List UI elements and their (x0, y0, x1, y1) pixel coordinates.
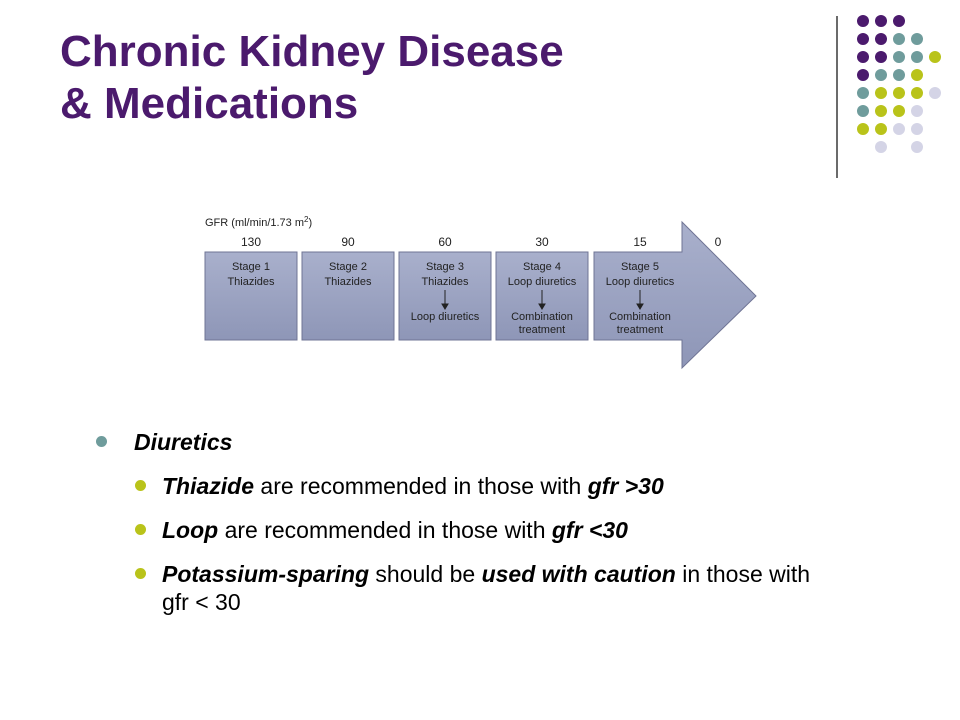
body-text: are recommended in those with (254, 473, 588, 499)
gfr-tick-3: 60 (438, 235, 452, 249)
gfr-tick-2: 90 (341, 235, 355, 249)
stage-4-after-2: treatment (518, 324, 566, 336)
gfr-tick-4: 30 (535, 235, 549, 249)
body-text: in those with gfr < 30 (162, 561, 811, 615)
bold-term: used with caution (481, 561, 676, 587)
stage-5-after-1: Combination (609, 311, 671, 323)
gfr-tick-5: 15 (633, 235, 647, 249)
gfr-axis-close: ) (308, 217, 313, 229)
stage-2-drug: Thiazides (324, 276, 372, 288)
bold-term: Thiazide (162, 473, 255, 499)
title-line-1: Chronic Kidney Disease (60, 27, 564, 76)
gfr-axis-label: GFR (ml/min/1.73 m (205, 217, 305, 229)
bullet-item-potassium (132, 560, 896, 616)
bullet-dot-icon (135, 524, 146, 535)
body-text: should be (369, 561, 482, 587)
bold-term: gfr <30 (551, 517, 628, 543)
bold-term: Loop (162, 517, 219, 543)
stage-4-after-1: Combination (511, 311, 573, 323)
stage-5-drug: Loop diuretics (605, 276, 675, 288)
bold-term: Potassium-sparing (162, 561, 370, 587)
stage-4-drug: Loop diuretics (507, 276, 577, 288)
stage-5-name: Stage 5 (621, 261, 659, 273)
stage-3-drug: Thiazides (421, 276, 469, 288)
stage-2-name: Stage 2 (329, 261, 367, 273)
stage-3-name: Stage 3 (426, 261, 464, 273)
gfr-axis-sup: 2 (304, 215, 309, 224)
svg-text:GFR (ml/min/1.73 m2) (205, 215, 312, 229)
ckd-stage-diagram (200, 212, 760, 372)
bullet-list (96, 428, 896, 616)
bullet-heading (96, 428, 896, 456)
heading-text: Diuretics (134, 429, 233, 455)
stage-3-after: Loop diuretics (410, 311, 480, 323)
stage-5-after-2: treatment (616, 324, 664, 336)
bullet-dot-icon (135, 568, 146, 579)
stage-1-name: Stage 1 (232, 261, 270, 273)
bullet-dot-icon (96, 436, 107, 447)
bullet-item-loop (132, 516, 896, 544)
bold-term: gfr >30 (587, 473, 664, 499)
stage-1-drug: Thiazides (227, 276, 275, 288)
decorative-dot-grid (0, 0, 960, 180)
stage-5-arrow (594, 222, 756, 368)
gfr-tick-1: 130 (240, 235, 262, 249)
stage-4-name: Stage 4 (523, 261, 561, 273)
body-text: are recommended in those with (218, 517, 552, 543)
title-line-2: & Medications (60, 79, 359, 128)
bullet-dot-icon (135, 480, 146, 491)
gfr-tick-6: 0 (714, 235, 722, 249)
bullet-item-thiazide (132, 472, 896, 500)
